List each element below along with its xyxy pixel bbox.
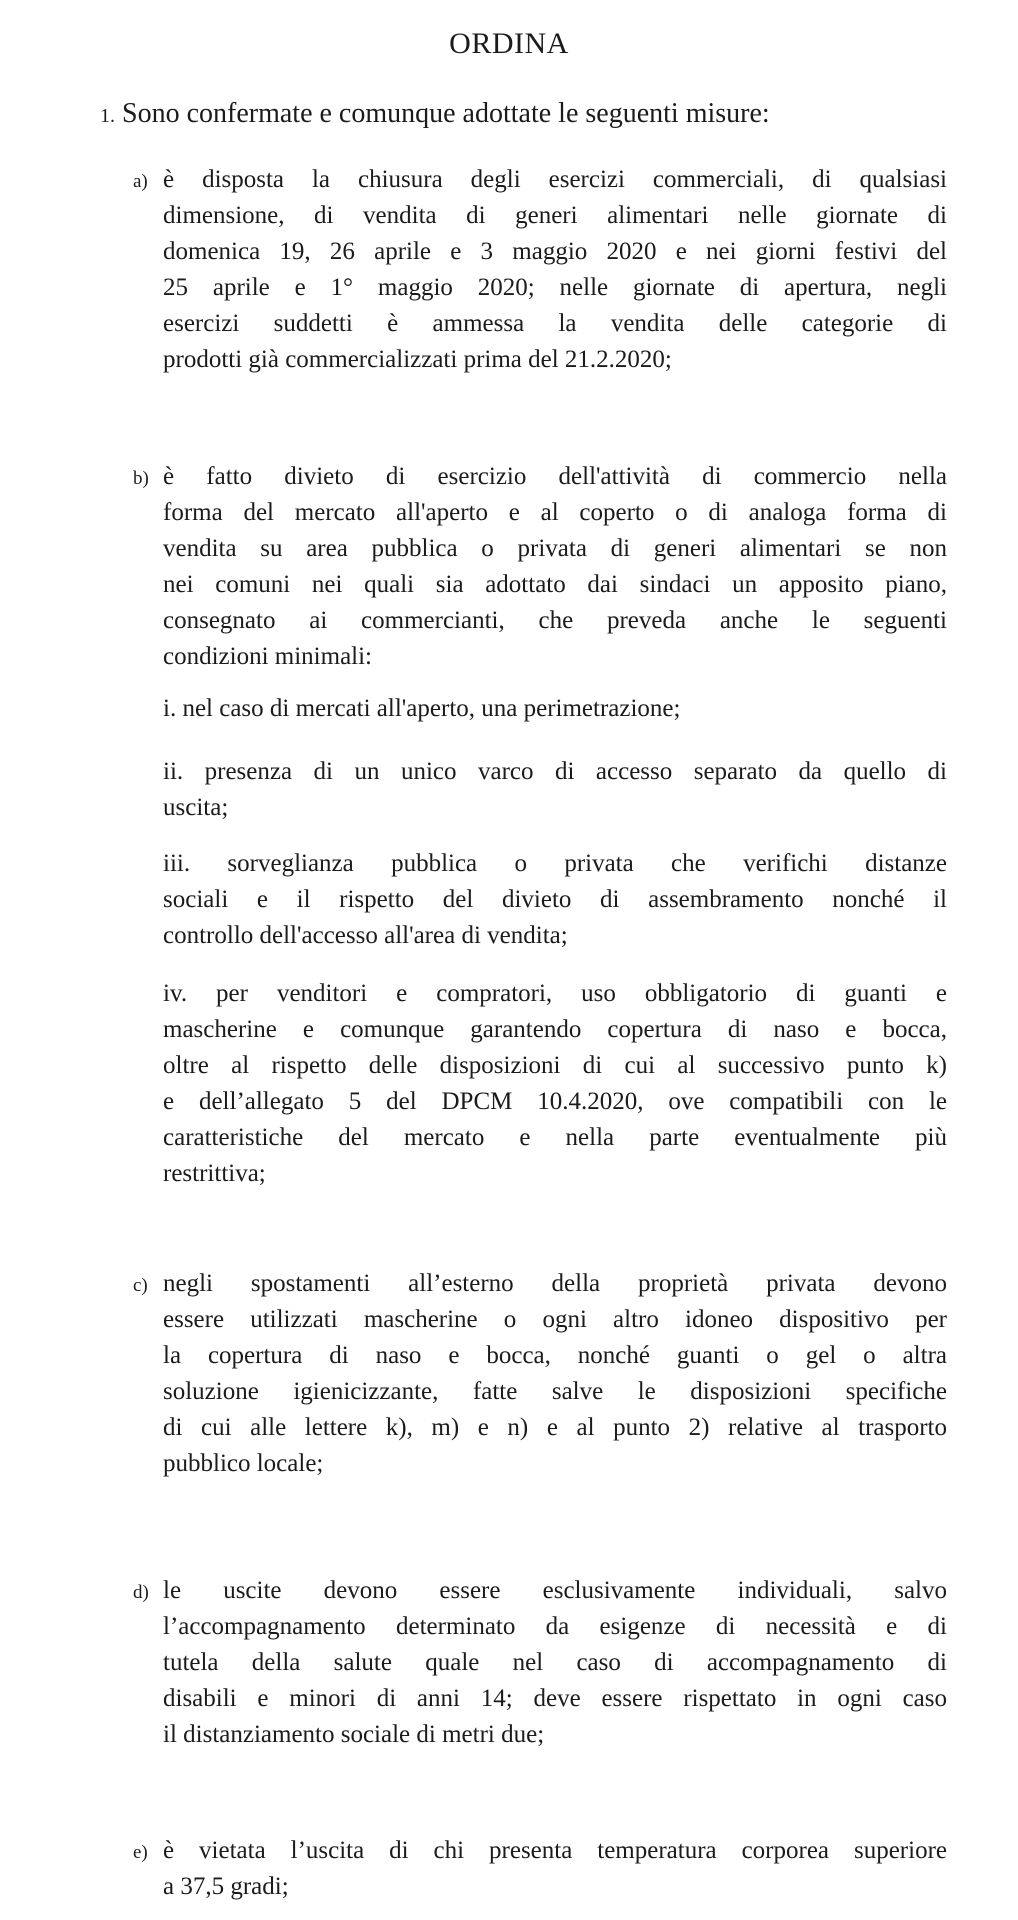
text-line: mascherine e comunque garantendo copertura di naso e bocca, — [163, 1016, 947, 1043]
text-line: dimensione, di vendita di generi alimentari nelle giornate di — [163, 202, 947, 229]
text-line: sociali e il rispetto del divieto di assembramento nonché il — [163, 886, 947, 913]
measure-item-e — [133, 1833, 947, 1905]
text-line: le uscite devono essere esclusivamente individuali, salvo — [163, 1577, 947, 1604]
measure-item-b — [133, 459, 947, 675]
text-line: domenica 19, 26 aprile e 3 maggio 2020 e nei giorni festivi del — [163, 238, 947, 265]
measure-item-c — [133, 1266, 947, 1482]
text-line: vendita su area pubblica o privata di generi alimentari se non — [163, 535, 947, 562]
text-line: è vietata l’uscita di chi presenta temperatura corporea superiore — [163, 1837, 947, 1864]
item-label: e) — [133, 1842, 148, 1863]
text-line: tutela della salute quale nel caso di accompagnamento di — [163, 1649, 947, 1676]
intro-item — [0, 95, 1018, 135]
item-label: a) — [133, 171, 148, 192]
text-line: esercizi suddetti è ammessa la vendita delle categorie di — [163, 310, 947, 337]
text-line: consegnato ai commercianti, che preveda anche le seguenti — [163, 607, 947, 634]
text-line: nei comuni nei quali sia adottato dai sindaci un apposito piano, — [163, 571, 947, 598]
text-line: caratteristiche del mercato e nella parte eventualmente più — [163, 1124, 947, 1151]
text-line: i. nel caso di mercati all'aperto, una perimetrazione; — [163, 695, 681, 722]
measure-item-iii — [163, 846, 947, 954]
text-line: a 37,5 gradi; — [163, 1873, 289, 1900]
text-line: 25 aprile e 1° maggio 2020; nelle giornate di apertura, negli — [163, 274, 947, 301]
text-line: l’accompagnamento determinato da esigenze di necessità e di — [163, 1613, 947, 1640]
text-line: di cui alle lettere k), m) e n) e al punto 2) relative al trasporto — [163, 1414, 947, 1441]
item-text — [163, 754, 947, 826]
text-line: condizioni minimali: — [163, 643, 372, 670]
intro-number: 1. — [100, 105, 115, 127]
item-text — [163, 459, 947, 675]
item-text — [163, 162, 947, 378]
text-line: soluzione igienicizzante, fatte salve le disposizioni specifiche — [163, 1378, 947, 1405]
text-line: la copertura di naso e bocca, nonché guanti o gel o altra — [163, 1342, 947, 1369]
text-line: restrittiva; — [163, 1160, 266, 1187]
text-line: prodotti già commercializzati prima del 21.2.2020; — [163, 346, 672, 373]
item-label: c) — [133, 1275, 148, 1296]
item-label: b) — [133, 468, 149, 489]
measures-list — [133, 162, 947, 1905]
measure-item-iv — [163, 976, 947, 1192]
text-line: ii. presenza di un unico varco di accesso separato da quello di — [163, 758, 947, 785]
item-text — [163, 1833, 947, 1905]
item-text — [163, 691, 947, 727]
measure-item-d — [133, 1573, 947, 1753]
text-line: è fatto divieto di esercizio dell'attività di commercio nella — [163, 463, 947, 490]
text-line: oltre al rispetto delle disposizioni di cui al successivo punto k) — [163, 1052, 947, 1079]
text-line: il distanziamento sociale di metri due; — [163, 1721, 545, 1748]
document-title: ORDINA — [449, 27, 569, 60]
text-line: forma del mercato all'aperto e al coperto o di analoga forma di — [163, 499, 947, 526]
item-label: d) — [133, 1582, 149, 1603]
intro-text: Sono confermate e comunque adottate le seguenti misure: — [122, 98, 770, 129]
item-text — [163, 846, 947, 954]
text-line: controllo dell'accesso all'area di vendita; — [163, 922, 568, 949]
text-line: iii. sorveglianza pubblica o privata che verifichi distanze — [163, 850, 947, 877]
item-text — [163, 1573, 947, 1753]
text-line: e dell’allegato 5 del DPCM 10.4.2020, ove compatibili con le — [163, 1088, 947, 1115]
text-line: essere utilizzati mascherine o ogni altro idoneo dispositivo per — [163, 1306, 947, 1333]
text-line: iv. per venditori e compratori, uso obbligatorio di guanti e — [163, 980, 947, 1007]
text-line: pubblico locale; — [163, 1450, 324, 1477]
measure-item-a — [133, 162, 947, 378]
text-line: è disposta la chiusura degli esercizi commerciali, di qualsiasi — [163, 166, 947, 193]
text-line: disabili e minori di anni 14; deve essere rispettato in ogni caso — [163, 1685, 947, 1712]
measure-item-ii — [163, 754, 947, 826]
measure-item-i — [163, 691, 947, 727]
text-line: uscita; — [163, 794, 229, 821]
item-text — [163, 976, 947, 1192]
item-text — [163, 1266, 947, 1482]
text-line: negli spostamenti all’esterno della proprietà privata devono — [163, 1270, 947, 1297]
